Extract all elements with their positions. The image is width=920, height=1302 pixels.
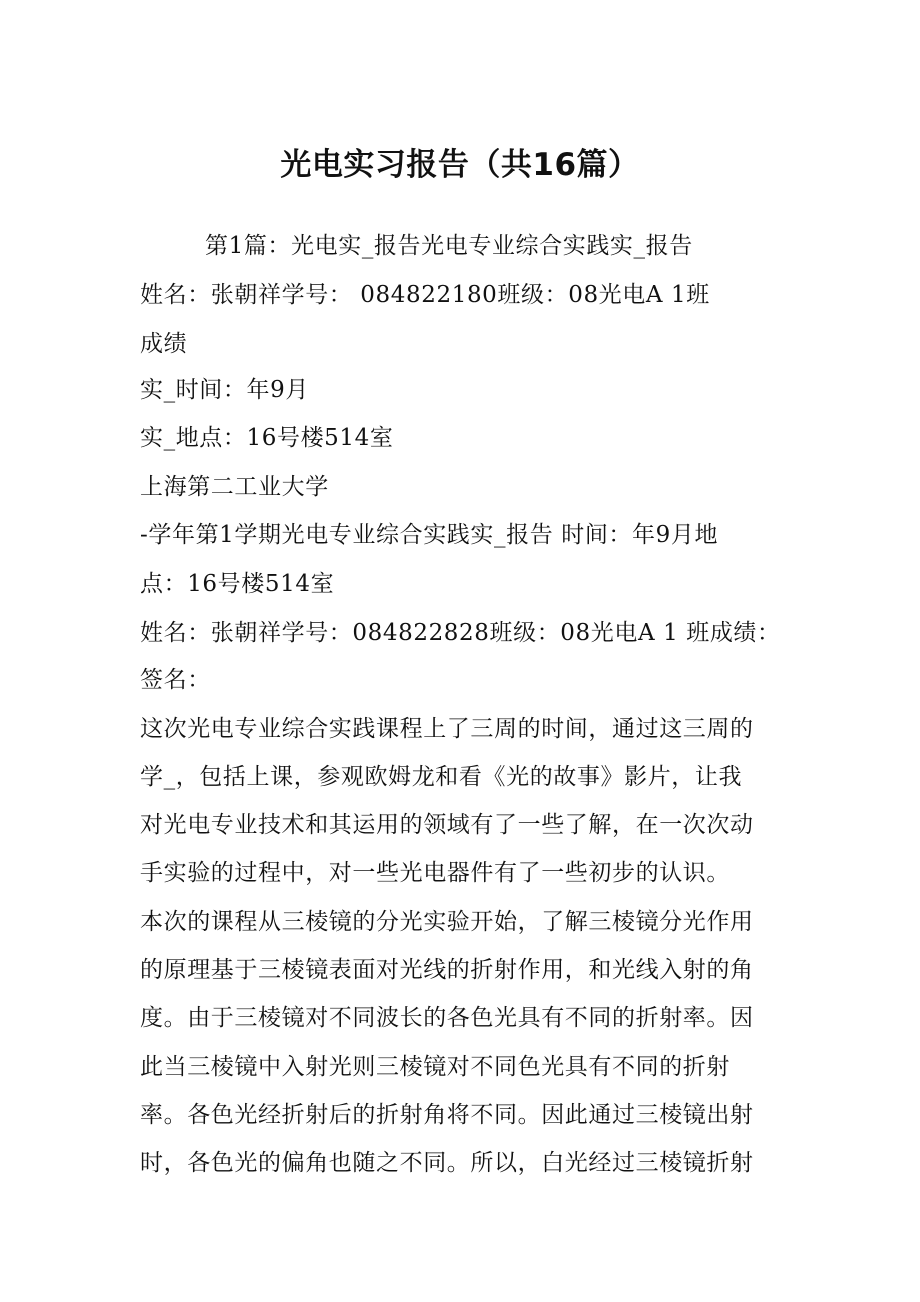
text-line: 学_，包括上课，参观欧姆龙和看《光的故事》影片，让我 xyxy=(140,764,743,790)
text-line: 实_时间：年9月 xyxy=(140,377,309,403)
text-line: 的原理基于三棱镜表面对光线的折射作用，和光线入射的角 xyxy=(140,957,754,983)
text-line: 此当三棱镜中入射光则三棱镜对不同色光具有不同的折射 xyxy=(140,1054,730,1080)
document-title: 光电实习报告（共16篇） xyxy=(280,147,640,183)
text-line: 这次光电专业综合实践课程上了三周的时间，通过这三周的 xyxy=(140,716,754,742)
text-line: 本次的课程从三棱镜的分光实验开始，了解三棱镜分光作用 xyxy=(140,909,754,935)
text-line: -学年第1学期光电专业综合实践实_报告 时间：年9月地 xyxy=(140,522,719,548)
text-line: 姓名：张朝祥学号：084822828班级：08光电A 1 班成绩： xyxy=(140,620,781,646)
text-line: 率。各色光经折射后的折射角将不同。因此通过三棱镜出射 xyxy=(140,1102,754,1128)
text-line: 时，各色光的偏角也随之不同。所以，白光经过三棱镜折射 xyxy=(140,1150,754,1176)
text-line: 手实验的过程中，对一些光电器件有了一些初步的认识。 xyxy=(140,860,730,886)
text-line: 姓名：张朝祥学号： 084822180班级：08光电A 1班 xyxy=(140,282,710,308)
text-line: 上海第二工业大学 xyxy=(140,474,329,500)
text-line: 实_地点：16号楼514室 xyxy=(140,425,394,451)
text-line: 点：16号楼514室 xyxy=(140,571,335,597)
text-line: 签名： xyxy=(140,667,211,693)
article-heading: 第1篇：光电实_报告光电专业综合实践实_报告 xyxy=(205,233,693,259)
text-line: 成绩 xyxy=(140,331,188,357)
text-line: 对光电专业技术和其运用的领域有了一些了解，在一次次动 xyxy=(140,812,754,838)
text-line: 度。由于三棱镜对不同波长的各色光具有不同的折射率。因 xyxy=(140,1005,754,1031)
